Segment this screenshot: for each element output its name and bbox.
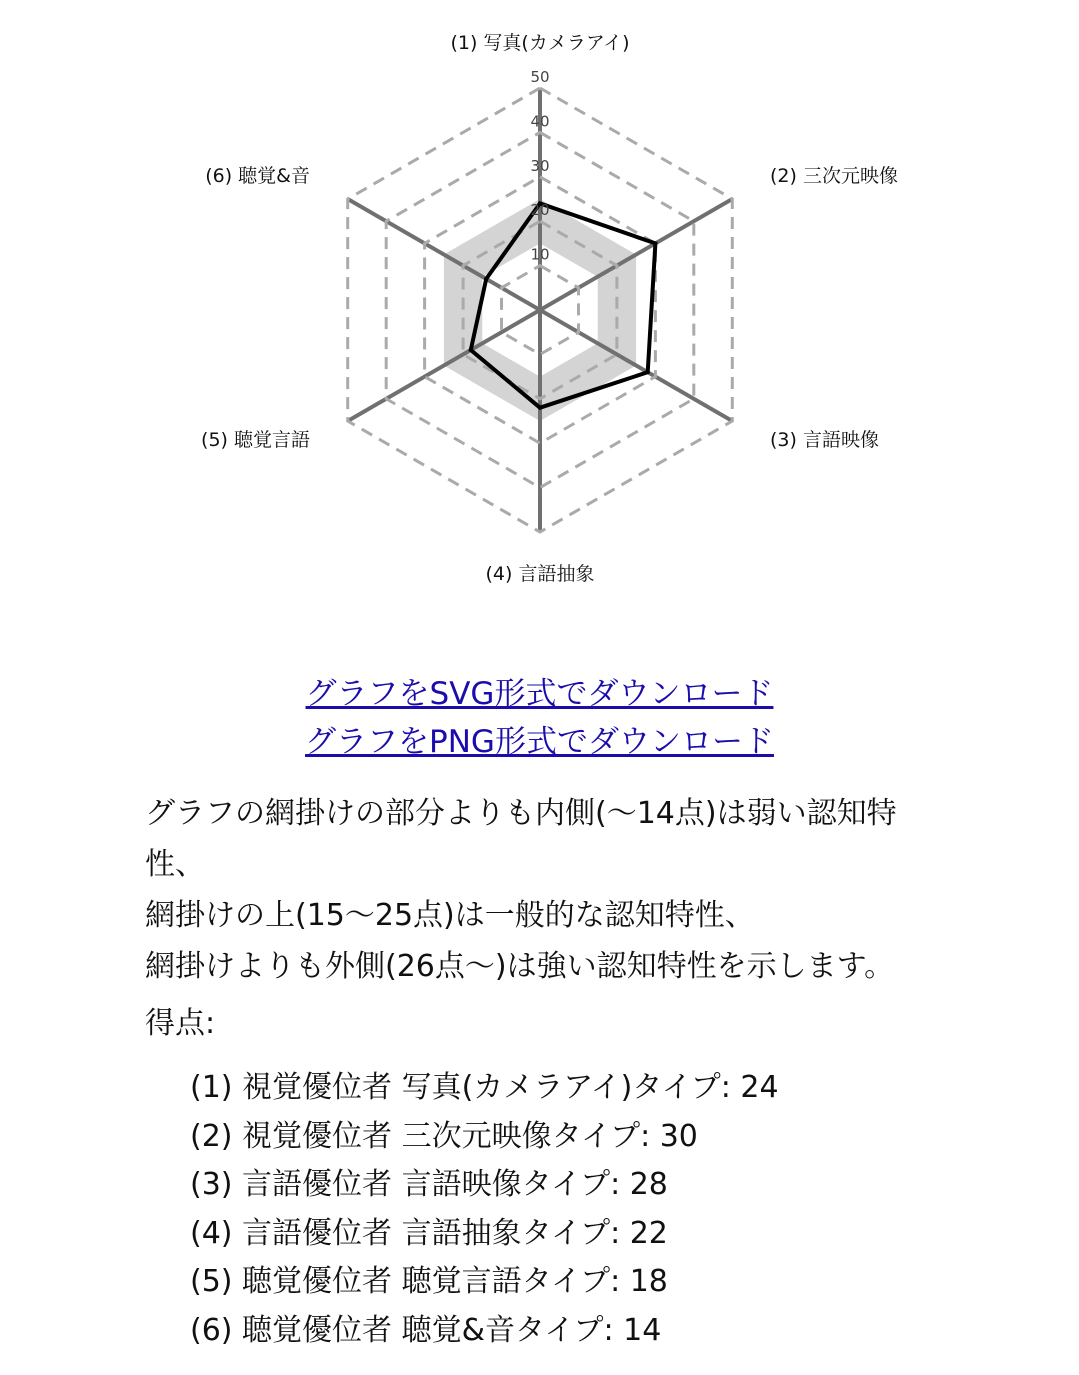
download-png-link[interactable]: グラフをPNG形式でダウンロード xyxy=(305,724,774,760)
axis-label: (5) 聴覚言語 xyxy=(201,429,310,451)
description-line-1: グラフの網掛けの部分よりも内側(〜14点)は弱い認知特性、 xyxy=(145,796,897,882)
data-point xyxy=(646,370,650,374)
score-item: (2) 視覚優位者 三次元映像タイプ: 30 xyxy=(190,1118,698,1154)
tick-label: 50 xyxy=(530,68,550,86)
score-item: (1) 視覚優位者 写真(カメラアイ)タイプ: 24 xyxy=(190,1070,779,1105)
score-item: (5) 聴覚優位者 聴覚言語タイプ: 18 xyxy=(190,1264,668,1299)
radar-chart xyxy=(0,0,1079,600)
download-svg-link[interactable]: グラフをSVG形式でダウンロード xyxy=(305,676,774,712)
data-point xyxy=(538,406,542,410)
tick-label: 20 xyxy=(530,201,550,220)
data-point xyxy=(469,348,473,352)
axis-label: (2) 三次元映像 xyxy=(770,165,898,187)
axis-label: (3) 言語映像 xyxy=(770,429,879,451)
axis-label: (1) 写真(カメラアイ) xyxy=(450,32,630,54)
score-heading: 得点: xyxy=(145,1006,216,1041)
description xyxy=(145,788,945,992)
radar-chart-svg xyxy=(0,0,1079,600)
score-list xyxy=(190,1064,779,1355)
tick-label: 10 xyxy=(530,245,550,264)
download-links xyxy=(0,670,1079,766)
tick-label: 30 xyxy=(530,156,550,175)
description-line-3: 網掛けよりも外側(26点〜)は強い認知特性を示します。 xyxy=(145,949,895,984)
data-point xyxy=(653,241,657,245)
score-item: (3) 言語優位者 言語映像タイプ: 28 xyxy=(190,1167,668,1202)
description-line-2: 網掛けの上(15〜25点)は一般的な認知特性、 xyxy=(145,898,755,933)
axis-label: (4) 言語抽象 xyxy=(485,563,595,585)
data-point xyxy=(484,277,488,281)
tick-label: 40 xyxy=(530,112,550,131)
axis-label: (6) 聴覚&音 xyxy=(205,165,310,187)
score-item: (4) 言語優位者 言語抽象タイプ: 22 xyxy=(190,1215,668,1251)
score-item: (6) 聴覚優位者 聴覚&音タイプ: 14 xyxy=(190,1312,662,1348)
